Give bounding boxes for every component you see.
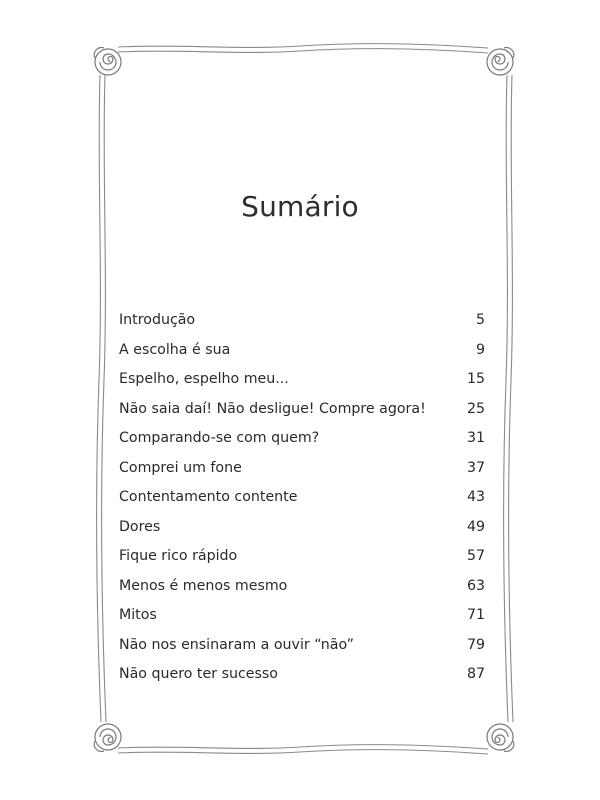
- toc-entry-title: Menos é menos mesmo: [119, 577, 288, 594]
- toc-entry-page-number: 5: [475, 312, 485, 328]
- toc-entry-page-number: 25: [466, 400, 485, 417]
- toc-entry-title: Espelho, espelho meu...: [119, 371, 289, 387]
- toc-entry-page-number: 43: [466, 489, 485, 505]
- toc-entry-page-number: 87: [466, 666, 485, 682]
- toc-entry: [119, 660, 485, 690]
- toc-entry-title: Contentamento contente: [119, 489, 298, 505]
- toc-entry-page-number: 71: [466, 607, 485, 623]
- toc-entry: [119, 513, 485, 543]
- toc-entry: [119, 601, 485, 631]
- corner-ornament-bottom-right: [487, 724, 514, 751]
- corner-ornament-top-left: [94, 48, 121, 75]
- toc-entry: [119, 336, 485, 366]
- toc-entry-page-number: 63: [466, 577, 485, 594]
- toc-entry-title: Fique rico rápido: [119, 548, 238, 564]
- toc-entry-page-number: 37: [466, 459, 485, 476]
- toc-entry: [119, 306, 485, 336]
- toc-entry-page-number: 31: [466, 430, 485, 446]
- corner-ornament-bottom-left: [94, 724, 121, 751]
- toc-entry: [119, 395, 485, 425]
- toc-entry-title: Mitos: [119, 607, 157, 623]
- toc-entry-page-number: 79: [466, 636, 485, 653]
- toc-entry-page-number: 57: [466, 548, 485, 564]
- toc-entry-title: Não quero ter sucesso: [119, 666, 278, 682]
- toc-entry: [119, 572, 485, 602]
- toc-entry: [119, 483, 485, 513]
- toc-entry-title: Comprei um fone: [119, 459, 242, 476]
- toc-entry-title: Comparando-se com quem?: [119, 430, 320, 446]
- toc-entry-title: A escolha é sua: [119, 341, 231, 358]
- toc-entry: [119, 542, 485, 572]
- toc-entry-title: Dores: [119, 518, 161, 535]
- toc-entry: [119, 454, 485, 484]
- toc-entry: [119, 365, 485, 395]
- toc-entry-title: Introdução: [119, 312, 196, 328]
- toc-entry-page-number: 15: [466, 371, 485, 387]
- toc-entry-page-number: 49: [466, 518, 485, 535]
- toc-entry: [119, 424, 485, 454]
- toc-entry-page-number: 9: [475, 341, 485, 358]
- table-of-contents: [119, 306, 485, 690]
- toc-entry-title: Não nos ensinaram a ouvir “não”: [119, 636, 355, 653]
- page-title: Sumário: [241, 190, 359, 223]
- toc-entry-title: Não saia daí! Não desligue! Compre agora!: [119, 400, 426, 417]
- corner-ornament-top-right: [487, 48, 514, 75]
- toc-entry: [119, 631, 485, 661]
